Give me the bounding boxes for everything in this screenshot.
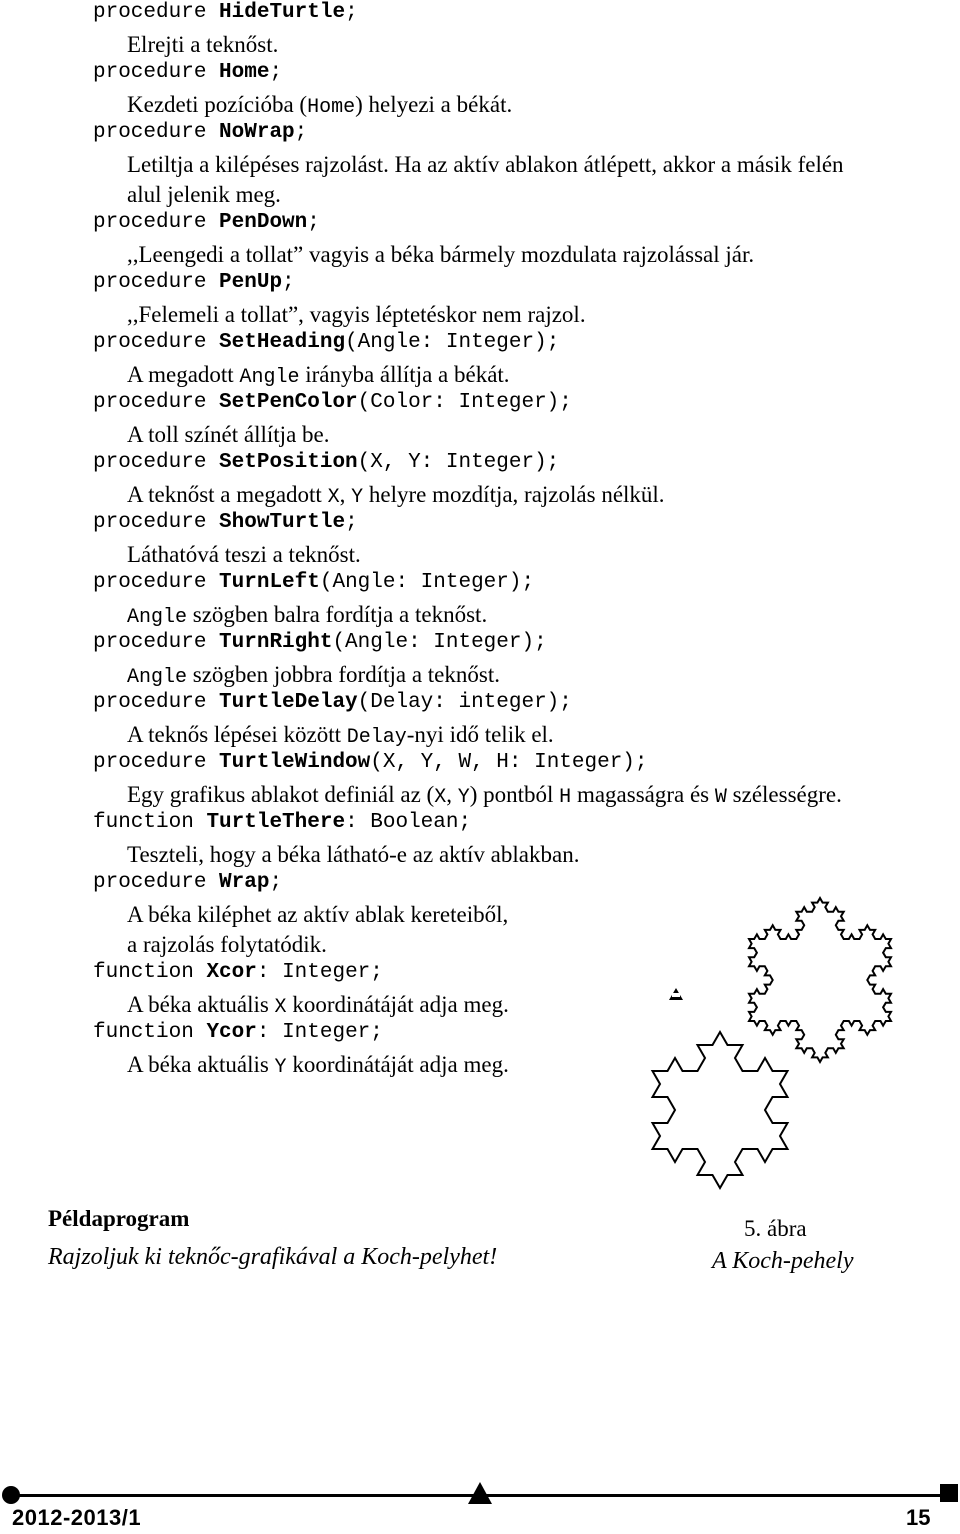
figure-number: 5. ábra <box>744 1216 807 1241</box>
description-xcor: A béka aktuális X koordinátáját adja meg. <box>127 992 509 1019</box>
page-number: 15 <box>906 1505 931 1530</box>
description-wrap: A béka kiléphet az aktív ablak kereteiből, <box>127 902 509 927</box>
figure-caption: A Koch-pehely <box>712 1248 854 1274</box>
description-setheading: A megadott Angle irányba állítja a békát. <box>127 362 510 389</box>
signature-params: (Angle: Integer); <box>319 571 535 594</box>
keyword: procedure <box>93 691 207 714</box>
signature-params: (Angle: Integer); <box>332 631 547 654</box>
description-nowrap: alul jelenik meg. <box>127 182 281 207</box>
routine-name: SetPosition <box>219 451 358 474</box>
footer-square-icon <box>940 1484 958 1502</box>
signature-params: ; <box>269 61 283 84</box>
routine-name: Wrap <box>219 871 270 894</box>
description-setposition: A teknőst a megadott X, Y helyre mozdítja, rajzolás nélkül. <box>127 482 665 509</box>
signature-params: ; <box>345 1 358 24</box>
routine-name: SetPenColor <box>219 391 358 414</box>
keyword: function <box>93 811 194 834</box>
description-turtledelay: A teknős lépései között Delay-nyi idő telik el. <box>127 722 554 749</box>
signature-params: (Angle: Integer); <box>345 331 560 354</box>
keyword: procedure <box>93 571 207 594</box>
koch-flake-large <box>749 898 891 1062</box>
signature-xcor <box>93 961 383 985</box>
koch-snowflakes <box>653 898 892 1188</box>
signature-hideturtle <box>93 1 358 25</box>
routine-name: PenDown <box>219 211 308 234</box>
routine-name: TurnRight <box>219 631 333 654</box>
signature-penup <box>93 271 295 295</box>
signature-nowrap <box>93 121 307 145</box>
signature-params: (Color: Integer); <box>357 391 572 414</box>
signature-wrap <box>93 871 282 895</box>
signature-params: ; <box>282 271 295 294</box>
routine-name: ShowTurtle <box>219 511 346 534</box>
signature-params: : Integer; <box>256 1021 383 1044</box>
signature-setposition <box>93 451 559 475</box>
signature-params: ; <box>307 211 320 234</box>
description-hideturtle: Elrejti a teknőst. <box>127 32 279 57</box>
signature-turtledelay <box>93 691 572 715</box>
keyword: procedure <box>93 271 207 294</box>
routine-name: TurtleDelay <box>219 691 358 714</box>
signature-turtlethere <box>93 811 471 835</box>
routine-name: TurtleWindow <box>219 751 371 774</box>
turtle-icon-inner <box>672 993 680 997</box>
description-turnright: Angle szögben jobbra fordítja a teknőst. <box>127 662 500 689</box>
keyword: procedure <box>93 331 207 354</box>
description-pendown: ,,Leengedi a tollat” vagyis a béka bármely mozdulata rajzolással jár. <box>127 242 755 267</box>
signature-params: : Boolean; <box>345 811 472 834</box>
keyword: procedure <box>93 211 207 234</box>
routine-name: HideTurtle <box>219 1 346 24</box>
keyword: function <box>93 1021 194 1044</box>
example-title: Példaprogram <box>48 1206 190 1231</box>
keyword: procedure <box>93 391 207 414</box>
signature-home <box>93 61 282 85</box>
signature-turnleft <box>93 571 534 595</box>
footer-triangle-icon <box>468 1482 492 1504</box>
keyword: procedure <box>93 1 207 24</box>
keyword: procedure <box>93 121 207 144</box>
signature-showturtle <box>93 511 358 535</box>
routine-name: TurnLeft <box>219 571 320 594</box>
signature-params: (X, Y, W, H: Integer); <box>370 751 648 774</box>
keyword: procedure <box>93 871 207 894</box>
signature-params: ; <box>269 871 283 894</box>
signature-ycor <box>93 1021 383 1045</box>
keyword: procedure <box>93 511 207 534</box>
routine-name: PenUp <box>219 271 283 294</box>
example-text: Rajzoljuk ki teknőc-grafikával a Koch-pelyhet! <box>48 1244 498 1270</box>
description-showturtle: Láthatóvá teszi a teknőst. <box>127 542 361 567</box>
description-penup: ,,Felemeli a tollat”, vagyis léptetéskor nem rajzol. <box>127 302 586 327</box>
signature-pendown <box>93 211 320 235</box>
description-nowrap: Letiltja a kilépéses rajzolást. Ha az aktív ablakon átlépett, akkor a másik felén <box>127 152 844 177</box>
keyword: procedure <box>93 751 207 774</box>
routine-name: Ycor <box>206 1021 257 1044</box>
signature-turnright <box>93 631 547 655</box>
signature-setheading <box>93 331 559 355</box>
signature-params: ; <box>294 121 308 144</box>
footer-semester: 2012-2013/1 <box>12 1505 142 1530</box>
routine-name: TurtleThere <box>206 811 346 834</box>
signature-params: ; <box>345 511 358 534</box>
description-wrap: a rajzolás folytatódik. <box>127 932 327 957</box>
description-home: Kezdeti pozícióba (Home) helyezi a békát. <box>127 92 513 119</box>
keyword: procedure <box>93 631 207 654</box>
description-turtlewindow: Egy grafikus ablakot definiál az (X, Y) pontból H magasságra és W szélességre. <box>127 782 842 809</box>
signature-setpencolor <box>93 391 572 415</box>
signature-params: (Delay: integer); <box>357 691 572 714</box>
signature-turtlewindow <box>93 751 648 775</box>
signature-params: (X, Y: Integer); <box>357 451 560 474</box>
koch-snowflake-figure <box>620 890 960 1190</box>
routine-name: SetHeading <box>219 331 346 354</box>
description-turtlethere: Teszteli, hogy a béka látható-e az aktív ablakban. <box>127 842 580 867</box>
routine-name: Xcor <box>206 961 257 984</box>
keyword: function <box>93 961 194 984</box>
signature-params: : Integer; <box>256 961 383 984</box>
description-turnleft: Angle szögben balra fordítja a teknőst. <box>127 602 488 629</box>
routine-name: NoWrap <box>219 121 295 144</box>
routine-name: Home <box>219 61 270 84</box>
description-setpencolor: A toll színét állítja be. <box>127 422 330 447</box>
koch-flake-small <box>653 1032 788 1188</box>
footer-circle-icon <box>2 1486 20 1504</box>
keyword: procedure <box>93 61 207 84</box>
description-ycor: A béka aktuális Y koordinátáját adja meg. <box>127 1052 509 1079</box>
keyword: procedure <box>93 451 207 474</box>
